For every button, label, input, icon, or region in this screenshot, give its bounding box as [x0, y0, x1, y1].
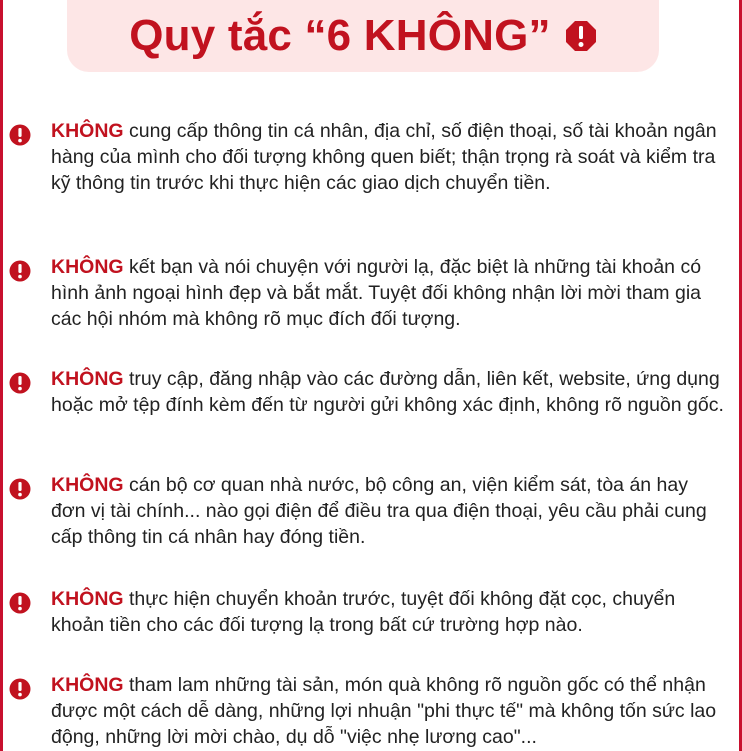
rule-text: tham lam những tài sản, món quà không rõ nguồn gốc có thể nhận được một cách dễ dàng, những lợi nhuận "phi thực tế" mà không tốn sức lao động, những lời mời chào, dụ dỗ "việc nhẹ lương cao"...	[51, 674, 717, 748]
rule-item	[3, 586, 739, 638]
rule-text: thực hiện chuyển khoản trước, tuyệt đối không đặt cọc, chuyển khoản tiền cho các đối tượng lạ trong bất cứ trường hợp nào.	[51, 588, 676, 636]
rule-keyword: KHÔNG	[51, 588, 124, 610]
rule-keyword: KHÔNG	[51, 368, 124, 390]
rule-text: cung cấp thông tin cá nhân, địa chỉ, số điện thoại, số tài khoản ngân hàng của mình cho đối tượng không quen biết; thận trọng rà soát và kiểm tra kỹ thông tin trước khi thực hiện các giao dịch chuyển tiền.	[51, 120, 717, 194]
alert-circle-icon	[9, 678, 31, 700]
title-banner	[67, 0, 659, 72]
alert-octagon-icon	[565, 20, 597, 52]
rule-keyword: KHÔNG	[51, 120, 124, 142]
rule-item	[3, 118, 739, 196]
rule-text: truy cập, đăng nhập vào các đường dẫn, liên kết, website, ứng dụng hoặc mở tệp đính kèm đến từ người gửi không xác định, không rõ nguồn gốc.	[51, 368, 724, 416]
page-title: Quy tắc “6 KHÔNG”	[129, 11, 551, 60]
alert-circle-icon	[9, 260, 31, 282]
rule-item	[3, 672, 739, 750]
rule-keyword: KHÔNG	[51, 256, 124, 278]
alert-circle-icon	[9, 478, 31, 500]
rule-item	[3, 472, 739, 550]
alert-circle-icon	[9, 592, 31, 614]
rule-item	[3, 254, 739, 332]
alert-circle-icon	[9, 372, 31, 394]
rule-item	[3, 366, 739, 418]
rule-text: cán bộ cơ quan nhà nước, bộ công an, viện kiểm sát, tòa án hay đơn vị tài chính... nào gọi điện để điều tra qua điện thoại, yêu cầu phải cung cấp thông tin cá nhân hay đóng tiền.	[51, 474, 707, 548]
rule-keyword: KHÔNG	[51, 674, 124, 696]
rule-keyword: KHÔNG	[51, 474, 124, 496]
rule-text: kết bạn và nói chuyện với người lạ, đặc biệt là những tài khoản có hình ảnh ngoại hình đẹp và bắt mắt. Tuyệt đối không nhận lời mời tham gia các hội nhóm mà không rõ mục đích đối tượng.	[51, 256, 702, 330]
alert-circle-icon	[9, 124, 31, 146]
